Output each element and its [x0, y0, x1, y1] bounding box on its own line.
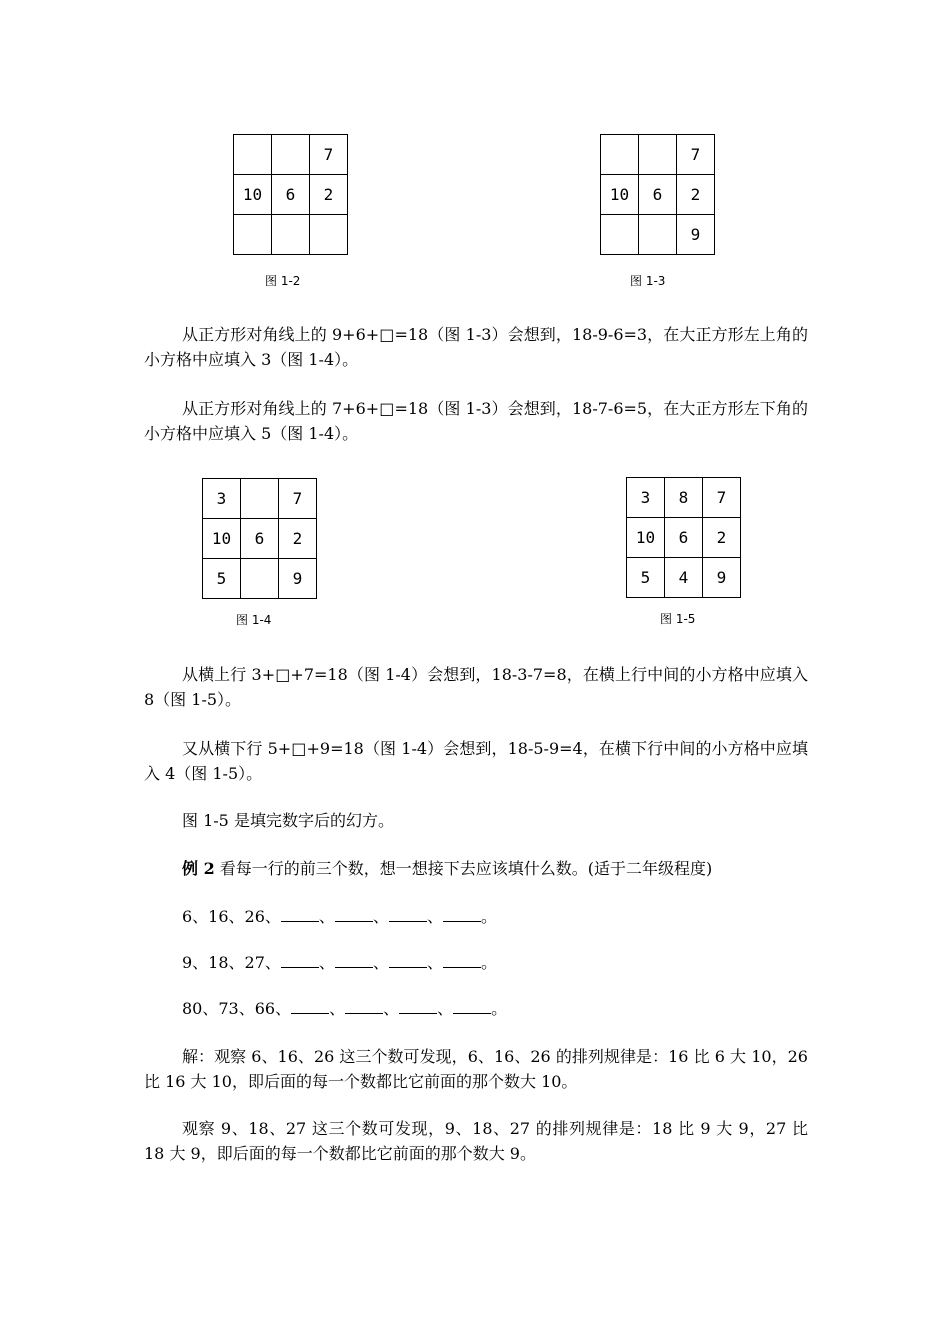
answer-blank[interactable] [399, 999, 437, 1014]
paragraph: 观察 9、18、27 这三个数可发现，9、18、27 的排列规律是：18 比 9 大 9，27 比 18 大 9，即后面的每一个数都比它前面的那个数大 9。 [144, 1119, 808, 1163]
paragraph: 从正方形对角线上的 7+6+□=18（图 1-3）会想到，18-7-6=5，在大正方形左下角的小方格中应填入 5（图 1-4）。 [144, 399, 808, 443]
answer-blank[interactable] [443, 953, 481, 968]
grid-cell: 6 [665, 518, 703, 558]
grid-cell [272, 135, 310, 175]
end-mark: 。 [480, 907, 497, 926]
grid-cell: 9 [279, 559, 317, 599]
paragraph: 又从横下行 5+□+9=18（图 1-4）会想到，18-5-9=4，在横下行中间的小方格中应填入 4（图 1-5）。 [144, 739, 808, 783]
grid-cell: 2 [677, 175, 715, 215]
figure-caption: 图 1-5 [660, 612, 696, 626]
grid-cell: 9 [703, 558, 741, 598]
sequence-prefix: 6、16、26、 [182, 907, 281, 926]
grid-cell [272, 215, 310, 255]
grid-cell [241, 559, 279, 599]
grid-cell: 10 [601, 175, 639, 215]
example-heading [144, 856, 808, 881]
separator: 、 [329, 999, 346, 1018]
figure-caption: 图 1-3 [630, 274, 666, 288]
grid-cell [601, 135, 639, 175]
paragraph: 图 1-5 是填完数字后的幻方。 [182, 811, 394, 830]
separator: 、 [383, 999, 400, 1018]
grid-cell [241, 479, 279, 519]
answer-blank[interactable] [335, 907, 373, 922]
magic-square-fig-1-2 [233, 134, 348, 255]
answer-blank[interactable] [281, 907, 319, 922]
grid-cell: 2 [310, 175, 348, 215]
separator: 、 [426, 907, 443, 926]
end-mark: 。 [491, 999, 508, 1018]
paragraph: 解：观察 6、16、26 这三个数可发现，6、16、26 的排列规律是：16 比 6 大 10，26 比 16 大 10，即后面的每一个数都比它前面的那个数大 10。 [144, 1047, 808, 1091]
answer-blank[interactable] [389, 953, 427, 968]
answer-blank[interactable] [291, 999, 329, 1014]
magic-square-fig-1-4 [202, 478, 317, 599]
figure-caption: 图 1-4 [236, 613, 272, 627]
grid-cell [310, 215, 348, 255]
grid-cell: 7 [279, 479, 317, 519]
grid-cell: 10 [234, 175, 272, 215]
example-label: 例 2 [182, 859, 215, 878]
figure-caption: 图 1-2 [265, 274, 301, 288]
grid-cell: 3 [627, 478, 665, 518]
grid-cell: 10 [203, 519, 241, 559]
paragraph: 从正方形对角线上的 9+6+□=18（图 1-3）会想到，18-9-6=3，在大正方形左上角的小方格中应填入 3（图 1-4）。 [144, 325, 808, 369]
answer-blank[interactable] [335, 953, 373, 968]
grid-cell: 2 [279, 519, 317, 559]
sequence-line [144, 996, 808, 1021]
grid-cell [639, 135, 677, 175]
separator: 、 [372, 907, 389, 926]
grid-cell: 6 [639, 175, 677, 215]
answer-blank[interactable] [443, 907, 481, 922]
answer-blank[interactable] [345, 999, 383, 1014]
answer-blank[interactable] [281, 953, 319, 968]
end-mark: 。 [480, 953, 497, 972]
grid-cell [601, 215, 639, 255]
sequence-line [144, 904, 808, 929]
separator: 、 [318, 953, 335, 972]
answer-blank[interactable] [389, 907, 427, 922]
grid-cell [234, 215, 272, 255]
grid-cell: 7 [703, 478, 741, 518]
answer-blank[interactable] [453, 999, 491, 1014]
sequence-prefix: 80、73、66、 [182, 999, 292, 1018]
grid-cell [639, 215, 677, 255]
grid-cell: 7 [677, 135, 715, 175]
magic-square-fig-1-5 [626, 477, 741, 598]
separator: 、 [437, 999, 454, 1018]
example-text: 看每一行的前三个数，想一想接下去应该填什么数。(适于二年级程度) [214, 859, 713, 878]
grid-cell [234, 135, 272, 175]
grid-cell: 5 [203, 559, 241, 599]
grid-cell: 6 [272, 175, 310, 215]
sequence-prefix: 9、18、27、 [182, 953, 281, 972]
sequence-line [144, 950, 808, 975]
grid-cell: 5 [627, 558, 665, 598]
grid-cell: 3 [203, 479, 241, 519]
grid-cell: 7 [310, 135, 348, 175]
grid-cell: 9 [677, 215, 715, 255]
grid-cell: 2 [703, 518, 741, 558]
grid-cell: 8 [665, 478, 703, 518]
magic-square-fig-1-3 [600, 134, 715, 255]
separator: 、 [372, 953, 389, 972]
paragraph: 从横上行 3+□+7=18（图 1-4）会想到，18-3-7=8，在横上行中间的小方格中应填入 8（图 1-5）。 [144, 665, 808, 709]
separator: 、 [426, 953, 443, 972]
grid-cell: 10 [627, 518, 665, 558]
separator: 、 [318, 907, 335, 926]
grid-cell: 6 [241, 519, 279, 559]
grid-cell: 4 [665, 558, 703, 598]
